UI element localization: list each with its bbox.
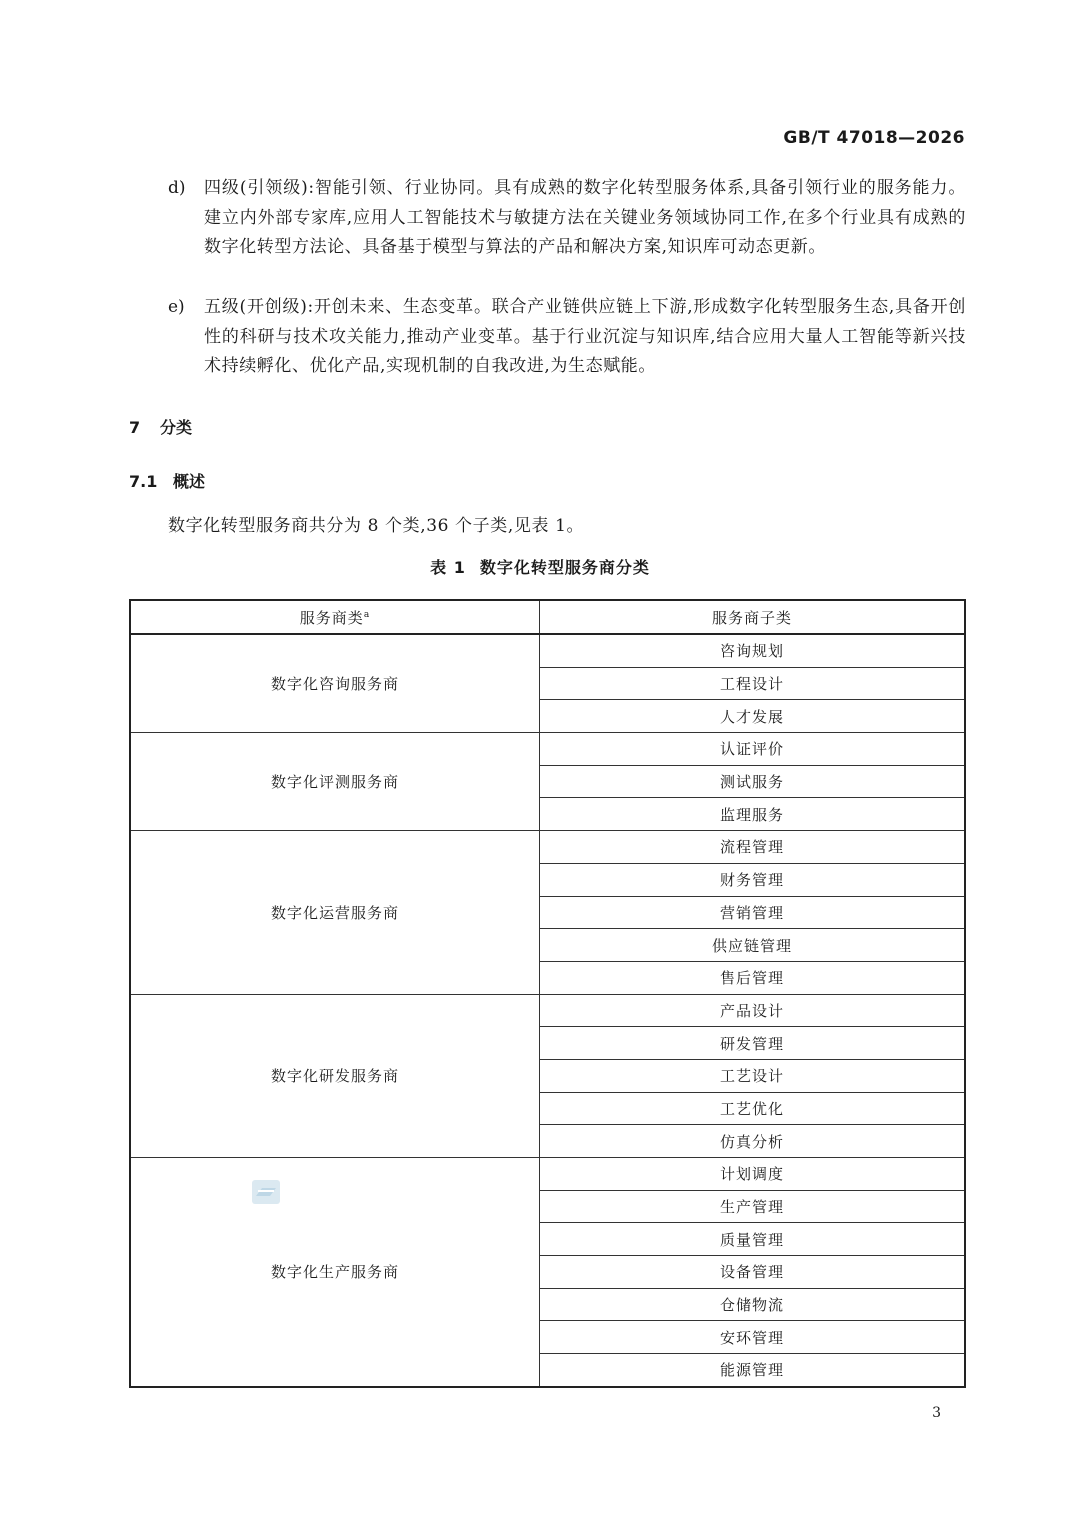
section-heading-7-1	[129, 469, 205, 492]
table-header-row	[130, 600, 965, 634]
subcategory-cell: 能源管理	[540, 1354, 966, 1387]
list-item-label: e)	[168, 297, 185, 317]
subcategory-cell: 仓储物流	[540, 1288, 966, 1321]
category-cell: 数字化研发服务商	[130, 994, 540, 1157]
table-row	[130, 831, 965, 864]
page-number: 3	[932, 1405, 941, 1421]
section-title: 分类	[160, 418, 193, 437]
subcategory-cell: 营销管理	[540, 896, 966, 929]
subcategory-cell: 工程设计	[540, 667, 966, 700]
subcategory-cell: 安环管理	[540, 1321, 966, 1354]
table-row	[130, 634, 965, 667]
footnote-marker: a	[363, 609, 371, 620]
subcategory-cell: 工艺优化	[540, 1092, 966, 1125]
category-cell: 数字化咨询服务商	[130, 634, 540, 733]
subcategory-cell: 工艺设计	[540, 1059, 966, 1092]
table-title: 数字化转型服务商分类	[479, 558, 650, 577]
category-cell: 数字化生产服务商	[130, 1158, 540, 1387]
header-category-label: 服务商类	[299, 608, 364, 627]
list-item-d	[168, 174, 966, 263]
section-title: 概述	[173, 472, 206, 491]
watermark-logo-icon	[252, 1180, 280, 1204]
subcategory-cell: 供应链管理	[540, 929, 966, 962]
subcategory-cell: 生产管理	[540, 1190, 966, 1223]
table-row	[130, 994, 965, 1027]
subcategory-cell: 财务管理	[540, 863, 966, 896]
header-category	[130, 600, 540, 634]
section-number: 7	[129, 418, 141, 437]
list-item-label: d)	[168, 178, 186, 198]
classification-table	[129, 599, 966, 1388]
subcategory-cell: 产品设计	[540, 994, 966, 1027]
table-row	[130, 733, 965, 766]
intro-paragraph: 数字化转型服务商共分为 8 个类,36 个子类,见表 1。	[168, 516, 585, 536]
subcategory-cell: 人才发展	[540, 700, 966, 733]
list-item-text: 五级(开创级):开创未来、生态变革。联合产业链供应链上下游,形成数字化转型服务生态,具备开创性的科研与技术攻关能力,推动产业变革。基于行业沉淀与知识库,结合应用大量人工智能等新兴技术持续孵化、优化产品,实现机制的自我改进,为生态赋能。	[204, 297, 966, 376]
section-heading-7	[129, 415, 192, 438]
subcategory-cell: 测试服务	[540, 765, 966, 798]
category-cell: 数字化评测服务商	[130, 733, 540, 831]
section-number: 7.1	[129, 472, 158, 491]
category-cell: 数字化运营服务商	[130, 831, 540, 994]
subcategory-cell: 咨询规划	[540, 634, 966, 667]
subcategory-cell: 流程管理	[540, 831, 966, 864]
header-subcategory: 服务商子类	[540, 600, 966, 634]
standard-number: GB/T 47018—2026	[783, 128, 965, 148]
subcategory-cell: 研发管理	[540, 1027, 966, 1060]
subcategory-cell: 认证评价	[540, 733, 966, 766]
table-number: 表 1	[430, 558, 466, 577]
subcategory-cell: 设备管理	[540, 1256, 966, 1289]
subcategory-cell: 仿真分析	[540, 1125, 966, 1158]
table-caption	[0, 555, 1080, 578]
list-item-e	[168, 293, 966, 382]
subcategory-cell: 计划调度	[540, 1158, 966, 1191]
list-item-text: 四级(引领级):智能引领、行业协同。具有成熟的数字化转型服务体系,具备引领行业的服务能力。建立内外部专家库,应用人工智能技术与敏捷方法在关键业务领域协同工作,在多个行业具有成熟的数字化转型方法论、具备基于模型与算法的产品和解决方案,知识库可动态更新。	[204, 178, 966, 257]
table-body	[130, 634, 965, 1387]
subcategory-cell: 售后管理	[540, 961, 966, 994]
subcategory-cell: 监理服务	[540, 798, 966, 831]
subcategory-cell: 质量管理	[540, 1223, 966, 1256]
